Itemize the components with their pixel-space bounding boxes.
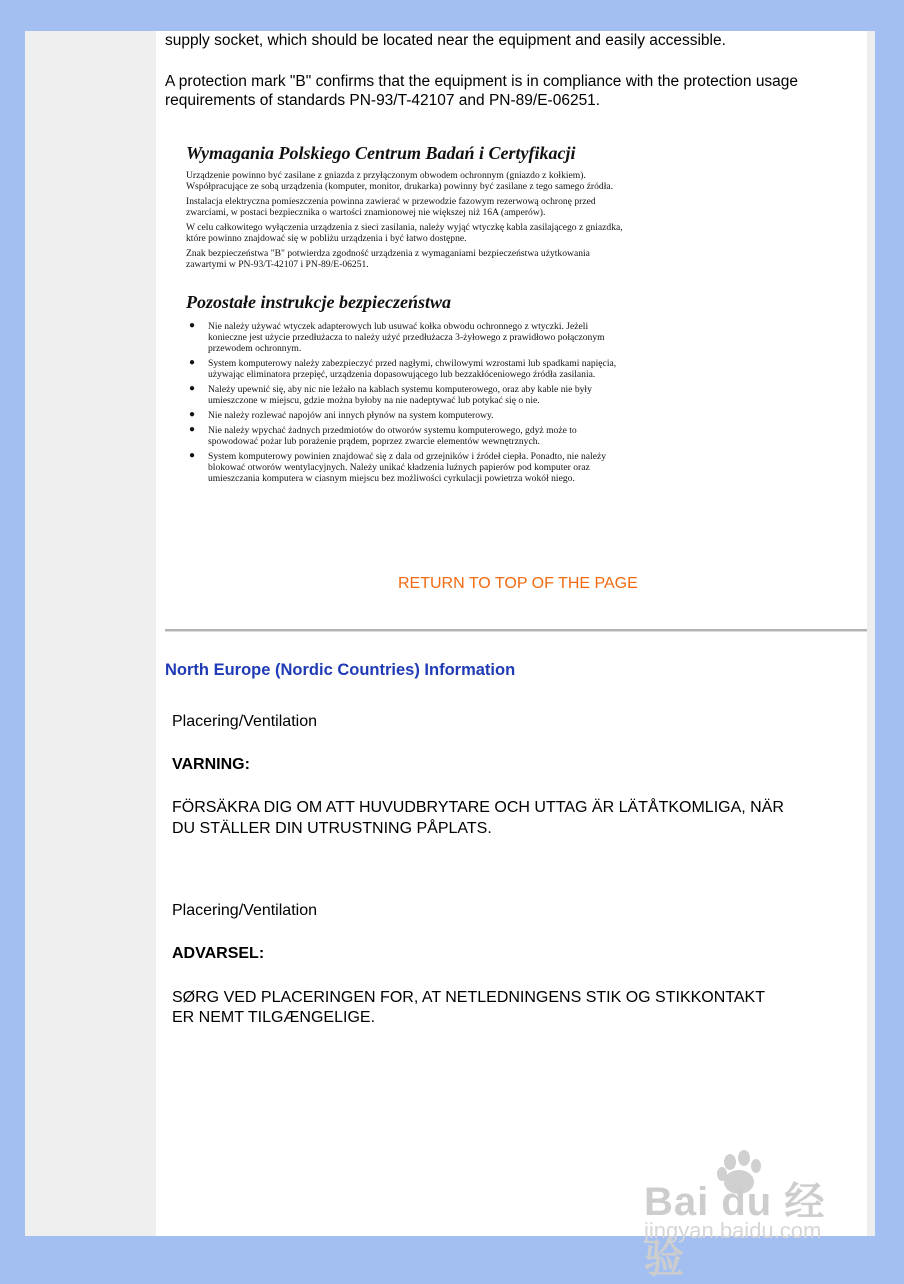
protection-line-2: requirements of standards PN-93/T-42107 and PN-89/E-06251.	[165, 92, 601, 109]
polish-title-2: Pozostałe instrukcje bezpieczeństwa	[186, 292, 451, 312]
list-item	[186, 425, 626, 447]
list-item-text: Należy upewnić się, aby nic nie leżało na kablach systemu komputerowego, oraz aby kable nie były umieszczone w miejscu, gdzie można byłoby na nie nadeptywać lub potykać się o nie.	[208, 384, 592, 406]
baidu-watermark	[638, 1148, 858, 1281]
polish-requirements-scan	[186, 143, 626, 533]
danish-placement-label: Placering/Ventilation	[172, 902, 317, 919]
baidu-brand-text: Bai du 经验	[644, 1180, 826, 1281]
swedish-placement-label: Placering/Ventilation	[172, 713, 317, 730]
list-item-text: Nie należy używać wtyczek adapterowych lub usuwać kołka obwodu ochronnego z wtyczki. Jeżeli konieczne jest użycie przedłużacza to należy użyć przedłużacza 3-żyłowego z prawidłowo połączonym przewodem ochronnym.	[208, 321, 605, 354]
list-item-text: System komputerowy należy zabezpieczyć przed nagłymi, chwilowymi wzrostami lub spadkami napięcia, używając eliminatora przepięć, urządzenia dopasowującego lub bezzakłóceniowego źródła zasilania.	[208, 358, 617, 380]
polish-bullet-list	[186, 321, 626, 484]
intro-line: supply socket, which should be located near the equipment and easily accessible.	[165, 32, 726, 49]
bullet-icon: ●	[189, 383, 196, 394]
list-item	[186, 384, 626, 406]
bullet-icon: ●	[189, 424, 196, 435]
bullet-icon: ●	[189, 450, 196, 461]
bullet-icon: ●	[189, 357, 196, 368]
document-page	[25, 31, 875, 1236]
left-sidebar-column	[25, 31, 156, 1236]
list-item	[186, 451, 626, 484]
list-item-text: System komputerowy powinien znajdować się z dala od grzejników i źródeł ciepła. Ponadto, nie należy blokować otworów wentylacyjnych. Należy unikać kładzenia luźnych papierów pod komputer oraz umieszczania komputera w ciasnym miejscu bez możliwości cyrkulacji powietrza wokół niego.	[208, 451, 607, 484]
protection-line-1: A protection mark "B" confirms that the equipment is in compliance with the protection usage	[165, 73, 799, 90]
polish-paragraph: Instalacja elektryczna pomieszczenia powinna zawierać w przewodzie fazowym rezerwową ochronę przed zwarciami, w postaci bezpiecznika o wartości znamionowej nie większej niż 16A (amperów).	[186, 196, 596, 218]
swedish-warning-text-line-2: DU STÄLLER DIN UTRUSTNING PÅPLATS.	[172, 820, 492, 837]
return-to-top-link[interactable]: RETURN TO TOP OF THE PAGE	[398, 575, 638, 592]
list-item	[186, 410, 626, 421]
list-item	[186, 321, 626, 354]
swedish-warning-label: VARNING:	[172, 756, 250, 773]
section-divider	[165, 629, 867, 632]
list-item	[186, 358, 626, 380]
polish-paragraph: Urządzenie powinno być zasilane z gniazda z przyłączonym obwodem ochronnym (gniazdo z kołkiem). Współpracujące ze sobą urządzenia (komputer, monitor, drukarka) powinny być zasilane z tego samego źródła.	[186, 170, 614, 192]
danish-warning-text-line-1: SØRG VED PLACERINGEN FOR, AT NETLEDNINGENS STIK OG STIKKONTAKT	[172, 989, 765, 1006]
baidu-url-text: jingyan.baidu.com	[644, 1218, 822, 1243]
polish-paragraph: W celu całkowitego wyłączenia urządzenia z sieci zasilania, należy wyjąć wtyczkę kabla zasilającego z gniazdka, które powinno znajdować się w pobliżu urządzenia i być łatwo dostępne.	[186, 222, 623, 244]
danish-warning-label: ADVARSEL:	[172, 945, 265, 962]
polish-paragraph: Znak bezpieczeństwa "B" potwierdza zgodność urządzenia z wymaganiami bezpieczeństwa użytkowania zawartymi w PN-93/T-42107 i PN-89/E-06251.	[186, 248, 590, 270]
danish-warning-text-line-2: ER NEMT TILGÆNGELIGE.	[172, 1009, 376, 1026]
bullet-icon: ●	[189, 409, 196, 420]
polish-title-1: Wymagania Polskiego Centrum Badań i Certyfikacji	[186, 143, 576, 163]
nordic-section-heading: North Europe (Nordic Countries) Information	[165, 661, 516, 679]
bullet-icon: ●	[189, 320, 196, 331]
right-edge-column	[867, 31, 875, 1236]
list-item-text: Nie należy rozlewać napojów ani innych płynów na system komputerowy.	[208, 410, 494, 421]
swedish-warning-text-line-1: FÖRSÄKRA DIG OM ATT HUVUDBRYTARE OCH UTTAG ÄR LÄTÅTKOMLIGA, NÄR	[172, 799, 784, 816]
list-item-text: Nie należy wpychać żadnych przedmiotów do otworów systemu komputerowego, gdyż może to spowodować pożar lub porażenie prądem, poprzez zwarcie elementów wewnętrznych.	[208, 425, 577, 447]
